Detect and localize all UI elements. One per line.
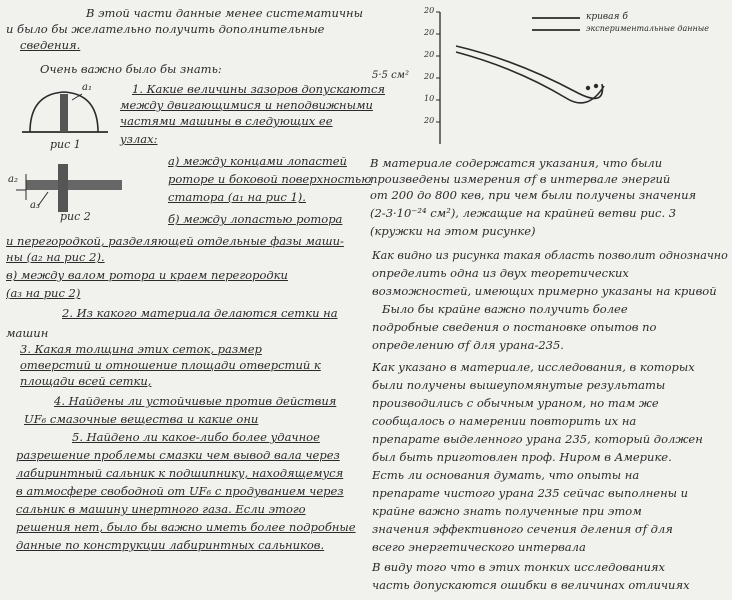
graph-legend-2: экспериментальные данные	[586, 24, 710, 33]
left-text-line: б) между лопастью ротора	[168, 212, 343, 226]
right-text-line: препарате выделенного урана 235, который должен	[372, 432, 703, 446]
left-text-line: 4. Найдены ли устойчивые против действия	[54, 394, 337, 408]
right-text-line: (2-3·10⁻²⁴ см²), лежащие на крайней ветви рис. 3	[370, 206, 677, 220]
left-text-line: роторе и боковой поверхностью	[168, 172, 372, 186]
right-text-line: определить одна из двух теоретических	[372, 266, 629, 280]
left-text-line: В этой части данные менее систематичны	[86, 6, 363, 20]
left-text-line: площади всей сетки,	[20, 374, 152, 388]
right-text-line: произведены измерения σf в интервале энергий	[370, 172, 671, 186]
left-text-line: в атмосфере свободной от UF₆ с продуванием через	[16, 484, 344, 498]
figure-1-label: а₁	[82, 82, 92, 93]
right-text-line: подробные сведения о постановке опытов по	[372, 320, 657, 334]
left-text-line: и было бы желательно получить дополнительные	[6, 22, 325, 36]
left-text-line: данные по конструкции лабиринтных сальников.	[16, 538, 325, 552]
y-tick-label: 20	[424, 116, 435, 125]
right-text-line: В материале содержатся указания, что были	[370, 156, 663, 170]
right-text-line: сообщалось о намерении повторить их на	[372, 414, 637, 428]
left-text-line: 1. Какие величины зазоров допускаются	[132, 82, 385, 96]
right-text-line: были получены вышеупомянутые результаты	[372, 378, 666, 392]
right-text-line: возможностей, имеющих примерно указаны на кривой	[372, 284, 717, 298]
left-text-line: 2. Из какого материала делаются сетки на	[62, 306, 338, 320]
graph-y-label: 5·5 см²	[372, 70, 409, 81]
left-text-line: частями машины в следующих ее	[120, 114, 333, 128]
right-text-line: Как видно из рисунка такая область позволит однозначно	[372, 248, 728, 262]
right-text-line: Было бы крайне важно получить более	[382, 302, 628, 316]
left-text-line: сведения.	[20, 38, 81, 52]
graph-legend-1: кривая б	[586, 12, 628, 22]
left-text-line: узлах:	[120, 132, 158, 146]
right-text-line: от 200 до 800 кев, при чем были получены значения	[370, 188, 697, 202]
right-text-line: крайне важно знать полученные при этом	[372, 504, 642, 518]
right-text-line: часть допускаются ошибки в величинах отличиях	[372, 578, 690, 592]
right-text-line: В виду того что в этих тонких исследованиях	[372, 560, 665, 574]
left-text-line: отверстий и отношение площади отверстий к	[20, 358, 321, 372]
figure-1	[12, 78, 112, 156]
y-tick-label: 20	[424, 28, 435, 37]
left-text-line: решения нет, было бы важно иметь более подробные	[16, 520, 356, 534]
right-text-line: был быть приготовлен проф. Ниром в Америке.	[372, 450, 672, 464]
y-tick-label: 20	[424, 50, 435, 59]
y-tick-label: 10	[424, 94, 435, 103]
left-text-line: статора (а₁ на рис 1).	[168, 190, 306, 204]
figure-2-label-a2: а₂	[8, 174, 18, 185]
right-text-line: определению σf для урана-235.	[372, 338, 564, 352]
left-text-line: разрешение проблемы смазки чем вывод вала через	[16, 448, 340, 462]
y-tick-label: 20	[424, 72, 435, 81]
figure-1-caption: рис 1	[50, 138, 81, 151]
figure-2-caption: рис 2	[60, 210, 91, 223]
left-text-line: UF₆ смазочные вещества и какие они	[24, 412, 259, 426]
cross-section-graph	[366, 4, 726, 154]
right-text-line: Как указано в материале, исследования, в которых	[372, 360, 695, 374]
figure-2	[8, 160, 128, 226]
left-text-line: и перегородкой, разделяющей отдельные фазы маши-	[6, 234, 344, 248]
left-text-line: а) между концами лопастей	[168, 154, 347, 168]
left-text-line: 5. Найдено ли какое-либо более удачное	[72, 430, 320, 444]
left-text-line: в) между валом ротора и краем перегородки	[6, 268, 288, 282]
right-text-line: препарате чистого урана 235 сейчас выполнены и	[372, 486, 689, 500]
right-text-line: производились с обычным ураном, но там же	[372, 396, 659, 410]
left-text-line: машин	[6, 326, 49, 340]
left-text-line: (а₃ на рис 2)	[6, 286, 81, 300]
left-text-line: лабиринтный сальник к подшипнику, находящемуся	[16, 466, 344, 480]
left-text-line: сальник в машину инертного газа. Если этого	[16, 502, 306, 516]
right-text-line: Есть ли основания думать, что опыты на	[372, 468, 640, 482]
left-text-line: между двигающимися и неподвижными	[120, 98, 373, 112]
right-text-line: (кружки на этом рисунке)	[370, 224, 536, 238]
left-text-line: Очень важно было бы знать:	[40, 62, 222, 76]
y-tick-label: 20	[424, 6, 435, 15]
figure-2-label-a3: а₃	[30, 200, 40, 211]
right-text-line: значения эффективного сечения деления σf для	[372, 522, 673, 536]
left-text-line: 3. Какая толщина этих сеток, размер	[20, 342, 262, 356]
right-text-line: всего энергетического интервала	[372, 540, 586, 554]
left-text-line: ны (а₂ на рис 2).	[6, 250, 105, 264]
